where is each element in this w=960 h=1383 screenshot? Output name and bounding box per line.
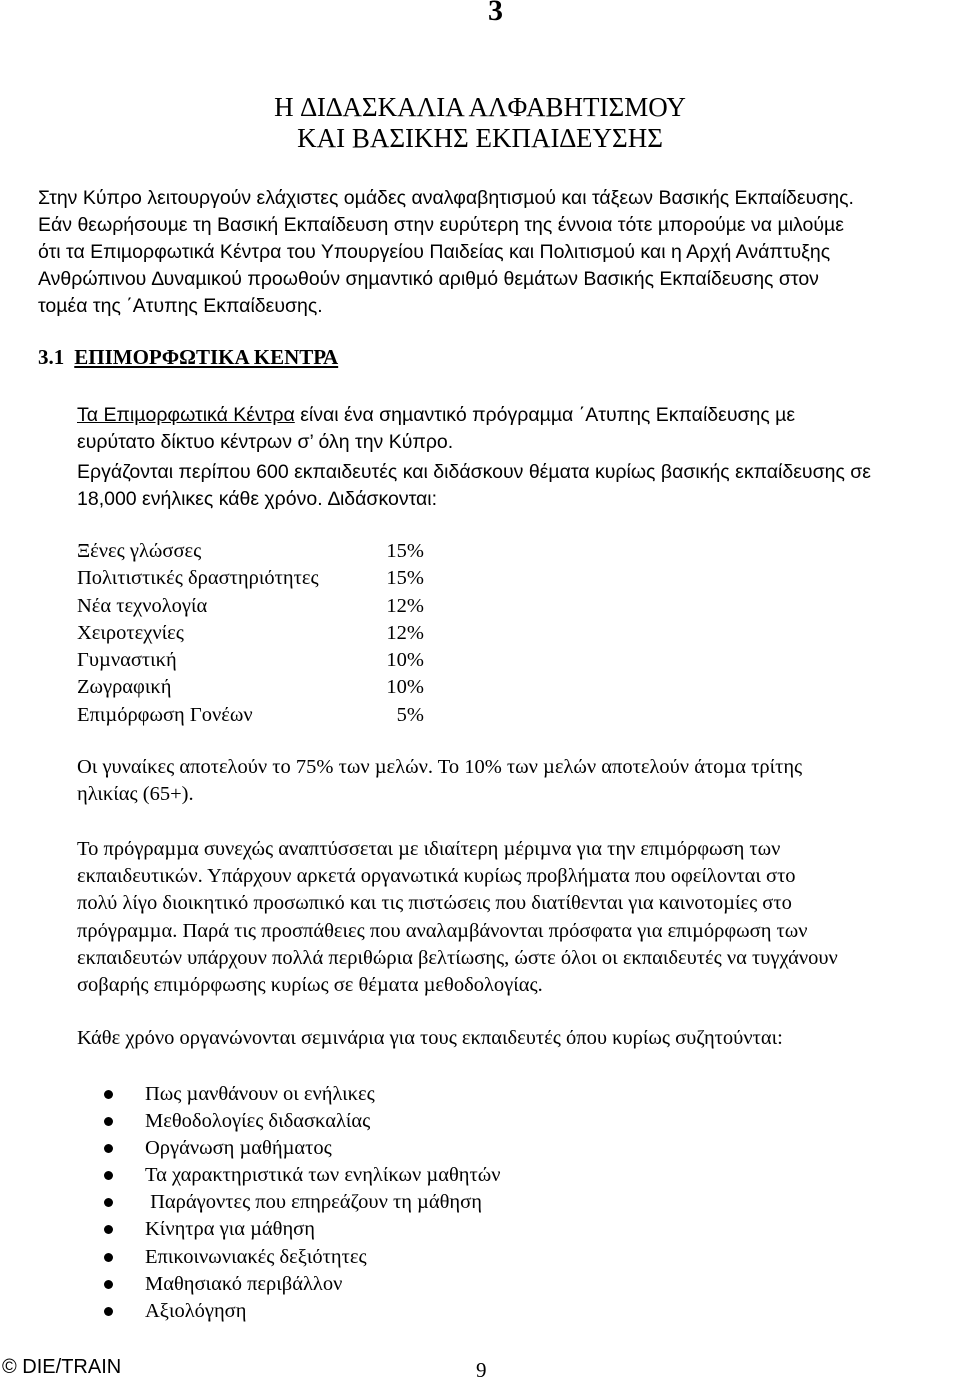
teachers-line: 18,000 ενήλικες κάθε χρόνο. ∆ιδάσκονται: [77,488,438,510]
bullet-icon [104,1307,113,1316]
topic-text: Παράγοντες που επηρεάζουν τη µάθηση [145,1191,482,1214]
centres-underlined-term: Τα Επιµορφωτικά Κέντρα [77,404,295,426]
seminar-topics-list [104,1081,501,1325]
subject-name: Ξένες γλώσσες [77,540,202,562]
topic-text: Μεθοδολογίες διδασκαλίας [145,1110,371,1133]
subject-name: Πολιτιστικές δραστηριότητες [77,567,319,590]
topic-text: Μαθησιακό περιβάλλον [145,1272,343,1295]
list-item [104,1298,501,1325]
subject-row [77,593,437,620]
teachers-line: Εργάζονται περίπου 600 εκπαιδευτές και διδάσκουν θέµατα κυρίως βασικής εκπαίδευσης σε [77,461,871,483]
bullet-icon [104,1198,113,1207]
program-line: εκπαιδευτών υπάρχουν πολλά περιθώρια βελτίωσης, ώστε όλοι οι εκπαιδευτές να τυγχάνουν [77,946,838,969]
subject-row [77,702,437,729]
list-item [104,1244,501,1271]
subject-percent: 10% [386,649,424,672]
chapter-title-line-2: ΚΑΙ ΒΑΣΙΚΗΣ ΕΚΠΑΙ∆ΕΥΣΗΣ [297,123,663,153]
list-item [104,1135,501,1162]
subject-row [77,647,437,674]
subject-row [77,538,437,565]
section-heading [38,345,338,370]
bullet-icon [104,1090,113,1099]
intro-line: Στην Κύπρο λειτουργούν ελάχιστες οµάδες αναλφαβητισµού και τάξεων Βασικής Εκπαίδευσης. [38,187,854,209]
women-line: ηλικίας (65+). [77,783,194,806]
chapter-number: 3 [488,0,503,27]
list-item [104,1081,501,1108]
program-line: πολύ λίγο διοικητικό προσωπικό και τις πιστώσεις που διατίθενται για καινοτοµίες στο [77,892,792,915]
section-title: ΕΠΙΜΟΡΦΩΤΙΚΑ ΚΕΝΤΡΑ [74,345,339,369]
bullet-icon [104,1144,113,1153]
intro-line: Ανθρώπινου ∆υναµικού προωθούν σηµαντικό αριθµό θεµάτων Βασικής Εκπαίδευσης στον [38,268,819,290]
program-paragraph [77,836,947,999]
list-item [104,1108,501,1135]
program-line: Το πρόγραµµα συνεχώς αναπτύσσεται µε ιδιαίτερη µέριµνα για την επιµόρφωση των [77,838,781,860]
footer-copyright: © DIE/TRAIN [2,1356,122,1378]
program-line: σοβαρής επιµόρφωσης κυρίως σε θέµατα µεθοδολογίας. [77,974,543,997]
bullet-icon [104,1280,113,1289]
subject-row [77,565,437,592]
section-number: 3.1 [38,345,65,369]
seminars-paragraph: Κάθε χρόνο οργανώνονται σεµινάρια για τους εκπαιδευτές όπου κυρίως συζητούνται: [77,1027,783,1049]
subject-percent: 12% [386,621,424,644]
bullet-icon [104,1253,113,1262]
list-item [104,1162,501,1189]
subject-row [77,674,437,701]
subject-name: Ζωγραφική [77,676,172,699]
topic-text: Πως µανθάνουν οι ενήλικες [145,1083,375,1105]
subject-percent: 5% [396,703,424,726]
intro-paragraph [38,185,956,320]
footer-page-number: 9 [476,1358,487,1382]
women-paragraph [77,754,947,808]
topic-text: Επικοινωνιακές δεξιότητες [145,1245,367,1268]
subject-percent: 15% [386,540,424,562]
program-line: πρόγραµµα. Παρά τις προσπάθειες που αναλαµβάνονται πρόσφατα για επιµόρφωση των [77,919,808,942]
intro-line: τοµέα της ΄Ατυπης Εκπαίδευσης. [38,295,323,317]
intro-line: Εάν θεωρήσουµε τη Βασική Εκπαίδευση στην ευρύτερη της έννοια τότε µπορούµε να µιλούµε [38,214,844,236]
program-line: εκπαιδευτικών. Υπάρχουν αρκετά οργανωτικά κυρίως προβλήµατα που οφείλονται στο [77,865,796,888]
topic-text: Αξιολόγηση [145,1299,247,1322]
bullet-icon [104,1171,113,1180]
subject-percent: 10% [386,676,424,699]
list-item [104,1216,501,1243]
subject-name: Επιµόρφωση Γονέων [77,703,253,726]
topic-text: Οργάνωση µαθήµατος [145,1137,332,1160]
teachers-paragraph [77,459,960,513]
list-item [104,1189,501,1216]
centres-paragraph [77,402,957,456]
intro-line: ότι τα Επιµορφωτικά Κέντρα του Υπουργείου Παιδείας και Πολιτισµού και η Αρχή Ανάπτυξης [38,241,831,263]
chapter-title-line-1: Η ∆Ι∆ΑΣΚΑΛΙΑ ΑΛΦΑΒΗΤΙΣΜΟΥ [274,92,686,122]
subject-name: Γυµναστική [77,649,177,672]
subject-name: Χειροτεχνίες [77,621,184,644]
topic-text: Κίνητρα για µάθηση [145,1218,315,1241]
topic-text: Τα χαρακτηριστικά των ενηλίκων µαθητών [145,1164,501,1187]
subject-percent: 12% [386,594,424,617]
bullet-icon [104,1225,113,1234]
subject-percent: 15% [386,567,424,590]
bullet-icon [104,1117,113,1126]
subject-name: Νέα τεχνολογία [77,594,208,617]
subject-row [77,620,437,647]
women-line: Οι γυναίκες αποτελούν το 75% των µελών. Το 10% των µελών αποτελούν άτοµα τρίτης [77,756,803,778]
centres-line: είναι ένα σηµαντικό πρόγραµµα ΄Ατυπης Εκπαίδευσης µε [294,404,796,426]
list-item [104,1271,501,1298]
centres-line: ευρύτατο δίκτυο κέντρων σ’ όλη την Κύπρο. [77,431,454,453]
subjects-table [77,538,437,729]
